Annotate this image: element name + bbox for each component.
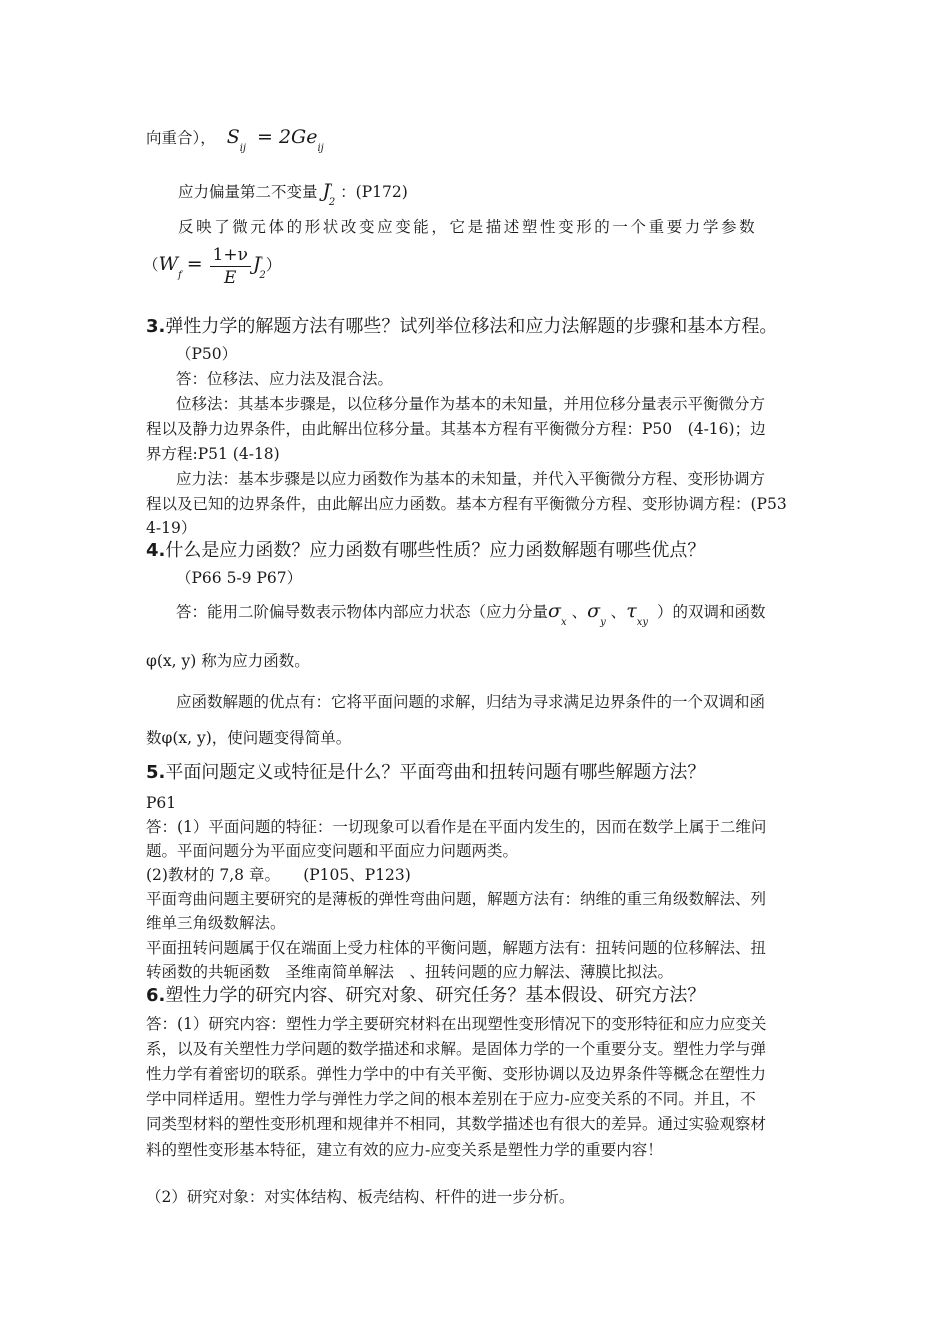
q3-stress-3: 4-19）	[146, 519, 197, 537]
q5-tors-2: 转函数的共轭函数 圣维南简单解法 、扭转问题的应力解法、薄膜比拟法。	[146, 963, 674, 981]
q4-ref: （P66 5-9 P67）	[176, 569, 303, 587]
q3-stress-2: 程以及已知的边界条件，由此解出应力函数。基本方程有平衡微分方程、变形协调方程：(P53	[146, 495, 787, 513]
q4-adv-2: 数φ(x, y)，使问题变得简单。	[146, 729, 352, 747]
q5-tors-1: 平面扭转问题属于仅在端面上受力柱体的平衡问题，解题方法有：扭转问题的位移解法、扭	[146, 939, 767, 957]
q6-line-2: 系，以及有关塑性力学问题的数学描述和求解。是固体力学的一个重要分支。塑性力学与弹	[146, 1040, 767, 1058]
q4-adv-1: 应函数解题的优点有：它将平面问题的求解，归结为寻求满足边界条件的一个双调和函	[176, 693, 766, 711]
q3-answer: 答：位移法、应力法及混合法。	[176, 370, 394, 388]
q6-line-6: 料的塑性变形基本特征，建立有效的应力-应变关系是塑性力学的重要内容！	[146, 1141, 663, 1159]
q3-disp-2: 程以及静力边界条件，由此解出位移分量。其基本方程有平衡微分方程：P50 (4-16)；边	[146, 420, 766, 438]
q6-heading: 6.塑性力学的研究内容、研究对象、研究任务？基本假设、研究方法？	[146, 985, 706, 1006]
q6-line-7: （2）研究对象：对实体结构、板壳结构、杆件的进一步分析。	[146, 1188, 575, 1206]
q4-heading: 4.什么是应力函数？应力函数有哪些性质？应力函数解题有哪些优点？	[146, 540, 706, 561]
formula-sij: 向重合）， $S_{ij} = 2Ge_{ij}$	[146, 126, 324, 154]
q3-disp-3: 界方程:P51 (4-18)	[146, 445, 280, 463]
q6-line-3: 性力学有着密切的联系。弹性力学中的中有关平衡、变形协调以及边界条件等概念在塑性力	[146, 1065, 767, 1083]
q5-bend-1: 平面弯曲问题主要研究的是薄板的弹性弯曲问题，解题方法有：纳维的重三角级数解法、列	[146, 890, 767, 908]
q4-phi-line: φ(x, y) 称为应力函数。	[146, 652, 310, 670]
q6-line-5: 同类型材料的塑性变形机理和规律并不相同，其数学描述也有很大的差异。通过实验观察材	[146, 1115, 767, 1133]
q3-stress-1: 应力法：基本步骤是以应力函数作为基本的未知量，并代入平衡微分方程、变形协调方	[176, 470, 766, 488]
q3-ref: （P50）	[176, 345, 238, 363]
q6-line-4: 学中同样适用。塑性力学与弹性力学之间的根本差别在于应力-应变关系的不同。并且，不	[146, 1090, 756, 1108]
j2-intro: 应力偏量第二不变量 $J'_2$ ：(P172)	[178, 180, 408, 208]
s-symbol: S	[226, 126, 240, 148]
q5-ref: P61	[146, 794, 177, 812]
q5-a1-2: 题。平面问题分为平面应变问题和平面应力问题两类。	[146, 842, 519, 860]
q5-bend-2: 维单三角级数解法。	[146, 914, 286, 932]
fraction: $\frac{1+\nu}{E}$	[210, 244, 251, 289]
q4-answer: 答：能用二阶偏导数表示物体内部应力状态（应力分量$\sigma_x$ 、$\sigma_y$ 、$\tau_{xy}$ ）的双调和函数	[176, 600, 766, 628]
wf-formula: （$W_f$ = $\frac{1+\nu}{E}$ $J'_2$）	[143, 244, 282, 288]
formula-rhs: = 2Ge	[256, 126, 318, 148]
q6-line-1: 答：(1）研究内容：塑性力学主要研究材料在出现塑性变形情况下的变形特征和应力应变关	[146, 1015, 767, 1033]
q3-disp-1: 位移法：其基本步骤是，以位移分量作为基本的未知量，并用位移分量表示平衡微分方	[176, 395, 766, 413]
q5-a2: (2)教材的 7,8 章。 (P105、P123)	[146, 866, 411, 884]
q5-a1-1: 答：(1）平面问题的特征：一切现象可以看作是在平面内发生的，因而在数学上属于二维问	[146, 818, 767, 836]
q5-heading: 5.平面问题定义或特征是什么？平面弯曲和扭转问题有哪些解题方法？	[146, 762, 706, 783]
q3-heading: 3.弹性力学的解题方法有哪些？试列举位移法和应力法解题的步骤和基本方程。	[146, 316, 778, 337]
j2-desc-line1: 反映了微元体的形状改变应变能，它是描述塑性变形的一个重要力学参数	[178, 218, 758, 236]
